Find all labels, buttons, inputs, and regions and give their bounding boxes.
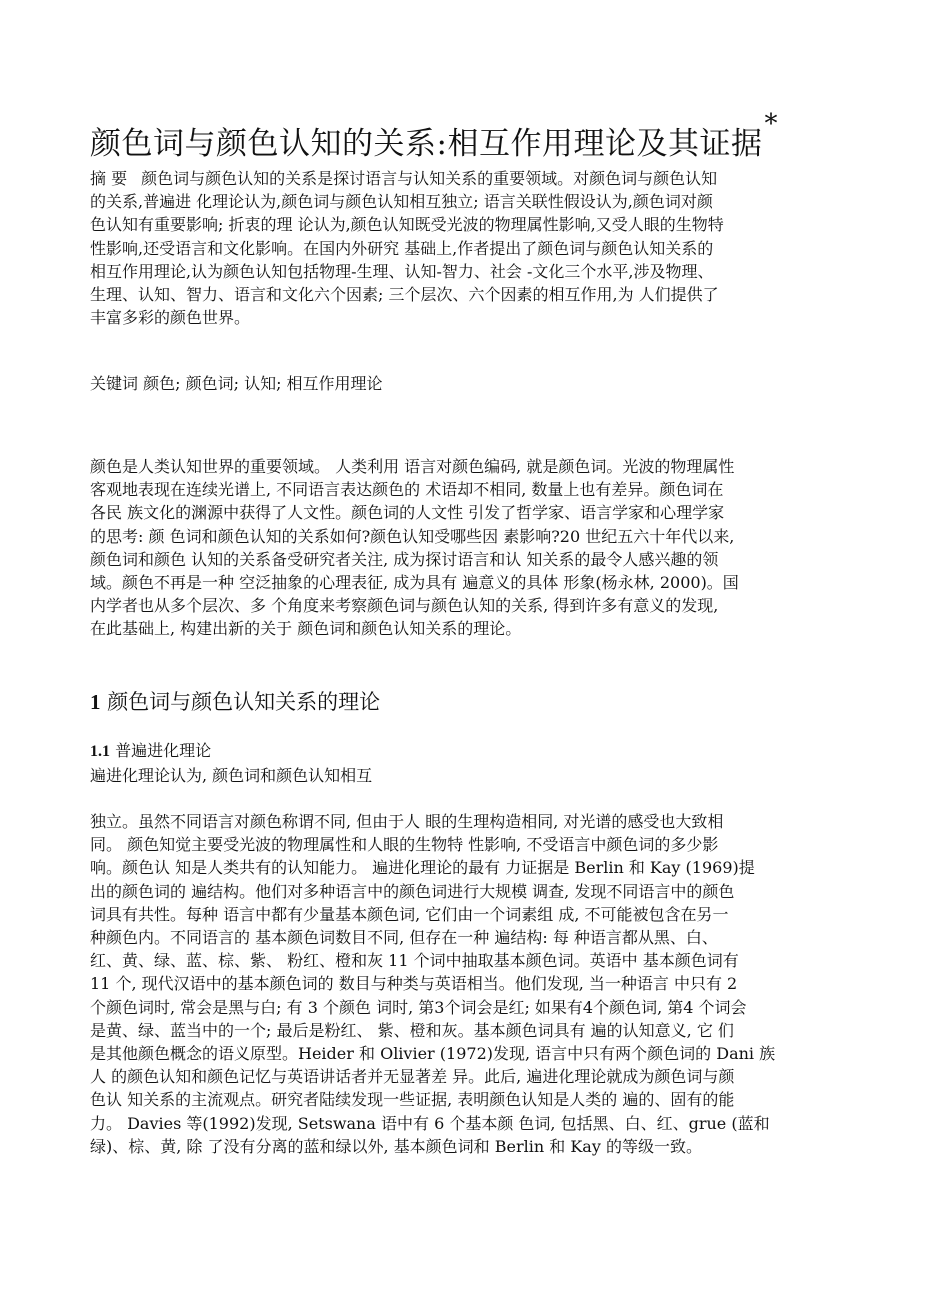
intro-line: 颜色是人类认知世界的重要领域。 人类利用 语言对颜色编码, 就是颜色词。光波的物理属性: [90, 457, 735, 476]
body-line: 词具有共性。每种 语言中都有少量基本颜色词, 它们由一个词素组 成, 不可能被包含在另一: [90, 904, 729, 924]
abstract-line: 色认知有重要影响; 折衷的理 论认为,颜色认知既受光波的物理属性影响,又受人眼的生物特: [90, 215, 724, 235]
body-paragraph: [90, 810, 840, 1158]
title-text: 颜色词与颜色认知的关系:相互作用理论及其证据: [90, 126, 763, 162]
section-1-heading: [90, 686, 380, 718]
body-line: 响。颜色认 知是人类共有的认知能力。 遍进化理论的最有 力证据是 Berlin 和 Kay (1969)提: [90, 858, 755, 878]
keywords-text: 颜色; 颜色词; 认知; 相互作用理论: [143, 374, 383, 393]
keywords: [90, 372, 840, 395]
body-line: 色认 知关系的主流观点。研究者陆续发现一些证据, 表明颜色认知是人类的 遍的、固有的能: [90, 1090, 735, 1110]
paper-title: [90, 100, 870, 168]
body-line: 绿)、棕、黄, 除 了没有分离的蓝和绿以外, 基本颜色词和 Berlin 和 Kay 的等级一致。: [90, 1136, 702, 1156]
body-line: 个颜色词时, 常会是黑与白; 有 3 个颜色 词时, 第3个词会是红; 如果有4个颜色词, 第4 个词会: [90, 997, 747, 1017]
abstract: [90, 167, 840, 329]
intro-line: 颜色词和颜色 认知的关系备受研究者关注, 成为探讨语言和认 知关系的最令人感兴趣的领: [90, 549, 719, 569]
body-line: 种颜色内。不同语言的 基本颜色词数目不同, 但存在一种 遍结构: 每 种语言都从黑、白、: [90, 928, 718, 948]
subsection-title: 普遍进化理论: [115, 741, 212, 760]
intro-line: 各民 族文化的渊源中获得了人文性。颜色词的人文性 引发了哲学家、语言学家和心理学家: [90, 503, 725, 523]
body-line: 红、黄、绿、蓝、棕、紫、 粉红、橙和灰 11 个词中抽取基本颜色词。英语中 基本颜色词有: [90, 951, 739, 971]
body-line: 出的颜色词的 遍结构。他们对多种语言中的颜色词进行大规模 调查, 发现不同语言中的颜色: [90, 881, 735, 901]
intro-line: 域。颜色不再是一种 空泛抽象的心理表征, 成为具有 遍意义的具体 形象(杨永林, 2000)。国: [90, 573, 739, 593]
introduction-paragraph: [90, 455, 840, 641]
subsection-first-line: [90, 764, 840, 787]
body-line: 遍进化理论认为, 颜色词和颜色认知相互: [90, 766, 373, 785]
body-line: 是其他颜色概念的语义原型。Heider 和 Olivier (1972)发现, 语言中只有两个颜色词的 Dani 族: [90, 1044, 776, 1064]
body-line: 力。 Davies 等(1992)发现, Setswana 语中有 6 个基本颜 色词, 包括黑、白、红、grue (蓝和: [90, 1113, 770, 1133]
intro-line: 在此基础上, 构建出新的关于 颜色词和颜色认知关系的理论。: [90, 619, 522, 639]
body-line: 独立。虽然不同语言对颜色称谓不同, 但由于人 眼的生理构造相同, 对光谱的感受也大致相: [90, 812, 724, 831]
keywords-line: [90, 372, 840, 395]
section-1-1-heading: [90, 739, 211, 763]
section-title: 颜色词与颜色认知关系的理论: [107, 690, 381, 714]
body-line: 11 个, 现代汉语中的基本颜色词的 数目与种类与英语相当。他们发现, 当一种语言 中只有 2: [90, 974, 738, 994]
intro-line: 客观地表现在连续光谱上, 不同语言表达颜色的 术语却不相同, 数量上也有差异。颜色词在: [90, 480, 724, 500]
abstract-line: [90, 167, 840, 190]
body-line: 人 的颜色认知和颜色记忆与英语讲话者并无显著差 异。此后, 遍进化理论就成为颜色词与颜: [90, 1067, 735, 1087]
abstract-line: 性影响,还受语言和文化影响。在国内外研究 基础上,作者提出了颜色词与颜色认知关系的: [90, 238, 714, 258]
intro-line: 的思考: 颜 色词和颜色认知的关系如何?颜色认知受哪些因 素影响?20 世纪五六十年代以来,: [90, 526, 735, 546]
abstract-text: 颜色词与颜色认知的关系是探讨语言与认知关系的重要领域。对颜色词与颜色认知: [141, 169, 718, 188]
subsection-number: 1.1: [90, 743, 110, 760]
abstract-line: 丰富多彩的颜色世界。: [90, 308, 251, 328]
abstract-label: 摘 要: [90, 169, 128, 188]
section-number: 1: [90, 690, 101, 714]
abstract-line: 生理、认知、智力、语言和文化六个因素; 三个层次、六个因素的相互作用,为 人们提供了: [90, 285, 719, 305]
abstract-line: 相互作用理论,认为颜色认知包括物理-生理、认知-智力、社会 -文化三个水平,涉及物理、: [90, 261, 714, 281]
intro-line: 内学者也从多个层次、多 个角度来考察颜色词与颜色认知的关系, 得到许多有意义的发现,: [90, 596, 719, 616]
keywords-label: 关键词: [90, 374, 139, 393]
title-footnote-mark: *: [764, 109, 778, 139]
abstract-line: 的关系,普遍进 化理论认为,颜色词与颜色认知相互独立; 语言关联性假设认为,颜色词对颜: [90, 192, 713, 212]
body-line: 是黄、绿、蓝当中的一个; 最后是粉红、 紫、橙和灰。基本颜色词具有 遍的认知意义, 它 们: [90, 1020, 734, 1040]
body-line: 同。 颜色知觉主要受光波的物理属性和人眼的生物特 性影响, 不受语言中颜色词的多少影: [90, 835, 719, 855]
